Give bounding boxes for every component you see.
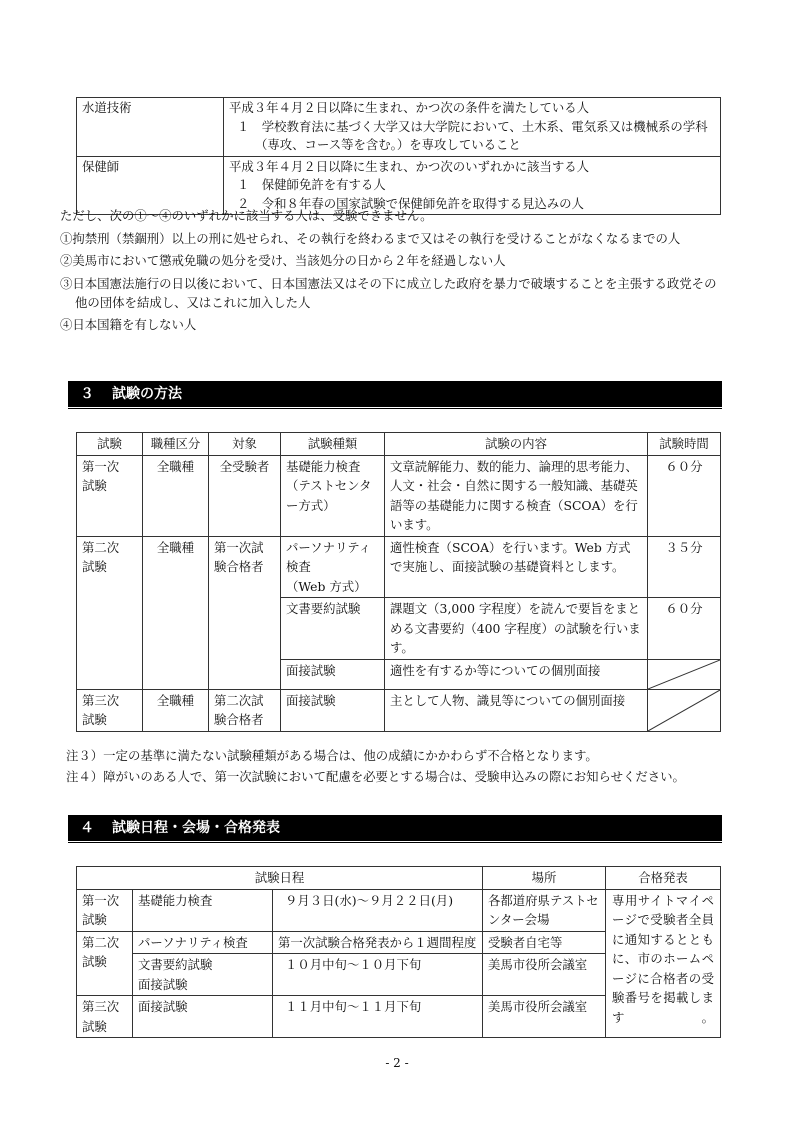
column-header: 対象	[209, 433, 281, 456]
exam-place: 各都道府県テストセンター会場	[483, 889, 606, 931]
section-heading-3	[68, 381, 722, 407]
column-header: 合格発表	[606, 867, 721, 890]
announcement-cell: 専用サイトマイページで受験者全員に通知するとともに、市のホームページに合格者の受験番号を掲載します。	[606, 889, 721, 1038]
note-item: 注３）一定の基準に満たない試験種類がある場合は、他の成績にかかわらず不合格となります。	[66, 748, 598, 763]
column-header: 試験種類	[281, 433, 385, 456]
exam-date: 第一次試験合格発表から１週間程度	[273, 931, 483, 954]
exam-target: 全受験者	[209, 455, 281, 536]
job-category: 保健師	[77, 156, 224, 215]
page-number: - 2 -	[385, 1056, 409, 1070]
qualification-cell	[224, 98, 721, 157]
table-row	[77, 889, 721, 931]
exam-place: 美馬市役所会議室	[483, 954, 606, 996]
exam-type: 文書要約試験 面接試験	[133, 954, 273, 996]
exam-content: 適性を有するか等についての個別面接	[385, 659, 648, 689]
table-row	[77, 455, 721, 536]
disqualification-notes	[60, 206, 726, 338]
exam-type: 面接試験	[281, 659, 385, 689]
exam-type: パーソナリティ検査 （Web 方式）	[281, 536, 385, 598]
exam-content: 課題文（3,000 字程度）を読んで要旨をまとめる文書要約（400 字程度）の試験を行います。	[385, 598, 648, 660]
exam-time: ３５分	[648, 536, 721, 598]
exam-content: 適性検査（SCOA）を行います。Web 方式で実施し、面接試験の基礎資料とします。	[385, 536, 648, 598]
exam-stage: 第三次 試験	[77, 689, 143, 731]
schedule-table	[76, 866, 721, 1038]
qualification-line: 平成３年４月２日以降に生まれ、かつ次のいずれかに該当する人	[229, 158, 590, 174]
section-title: 試験日程・会場・合格発表	[112, 820, 280, 836]
exam-place: 受験者自宅等	[483, 931, 606, 954]
exam-date: １１月中旬～１１月下旬	[273, 996, 483, 1038]
exam-stage: 第二次 試験	[77, 931, 133, 996]
column-header: 試験の内容	[385, 433, 648, 456]
exam-target: 第一次試験合格者	[209, 536, 281, 689]
column-header: 試験時間	[648, 433, 721, 456]
exam-target: 第二次試験合格者	[209, 689, 281, 731]
table-row	[77, 536, 721, 598]
section-title: 試験の方法	[112, 386, 182, 402]
exam-date: １０月中旬～１０月下旬	[273, 954, 483, 996]
diagonal-line	[648, 690, 720, 731]
exam-stage: 第二次 試験	[77, 536, 143, 689]
job-category: 全職種	[143, 689, 209, 731]
exam-content: 文章読解能力、数的能力、論理的思考能力、人文・社会・自然に関する一般知識、基礎英語等の基礎能力に関する検査（SCOA）を行います。	[385, 455, 648, 536]
table-header-row	[77, 867, 721, 890]
exam-stage: 第一次 試験	[77, 889, 133, 931]
job-category: 全職種	[143, 455, 209, 536]
section-number: ３	[80, 386, 94, 402]
section-heading-4	[68, 815, 722, 841]
diagonal-line	[648, 660, 720, 689]
exam-date: ９月３日(水)～９月２２日(月)	[273, 889, 483, 931]
exam-type: 基礎能力検査	[133, 889, 273, 931]
exam-stage: 第一次 試験	[77, 455, 143, 536]
qualification-table	[76, 97, 721, 215]
job-category: 水道技術	[77, 98, 224, 157]
qualification-line: ２ 令和８年春の国家試験で保健師免許を取得する見込みの人	[237, 195, 584, 211]
disqualification-item: ④日本国籍を有しない人	[60, 317, 197, 332]
exam-method-table	[76, 432, 721, 732]
disqualification-item: ②美馬市において懲戒免職の処分を受け、当該処分の日から２年を経過しない人	[60, 253, 506, 268]
column-header: 試験	[77, 433, 143, 456]
exam-type: パーソナリティ検査	[133, 931, 273, 954]
exam-place: 美馬市役所会議室	[483, 996, 606, 1038]
column-header: 試験日程	[77, 867, 483, 890]
disqualification-item: ①拘禁刑（禁錮刑）以上の刑に処せられ、その執行を終わるまで又はその執行を受けることがなくなるまでの人	[60, 230, 681, 246]
exam-type: 面接試験	[281, 689, 385, 731]
table-header-row	[77, 433, 721, 456]
column-header: 職種区分	[143, 433, 209, 456]
exam-type: 文書要約試験	[281, 598, 385, 660]
disqualification-intro: ただし、次の①～④のいずれかに該当する人は、受験できません。	[60, 208, 433, 223]
note-item: 注４）障がいのある人で、第一次試験において配慮を必要とする場合は、受験申込みの際にお知らせください。	[66, 769, 685, 784]
job-category: 全職種	[143, 536, 209, 689]
exam-type: 面接試験	[133, 996, 273, 1038]
exam-stage: 第三次 試験	[77, 996, 133, 1038]
exam-time: ６０分	[648, 598, 721, 660]
exam-type: 基礎能力検査 （テストセンター方式）	[281, 455, 385, 536]
qualification-line: 平成３年４月２日以降に生まれ、かつ次の条件を満たしている人	[229, 100, 590, 115]
column-header: 場所	[483, 867, 606, 890]
qualification-line: １ 保健師免許を有する人	[237, 177, 386, 192]
disqualification-item: ③日本国憲法施行の日以後において、日本国憲法又はその下に成立した政府を暴力で破壊することを主張する政党その他の団体を結成し、又はこれに加入した人	[60, 275, 717, 310]
exam-notes	[66, 746, 730, 788]
exam-content: 主として人物、識見等についての個別面接	[385, 689, 648, 731]
section-number: ４	[80, 820, 94, 836]
diagonal-empty-cell	[648, 689, 721, 731]
table-row	[77, 98, 721, 157]
diagonal-empty-cell	[648, 659, 721, 689]
exam-time: ６０分	[648, 455, 721, 536]
table-row	[77, 689, 721, 731]
qualification-line: １ 学校教育法に基づく大学又は大学院において、土木系、電気系又は機械系の学科（専攻、コース等を含む。）を専攻していること	[237, 118, 708, 152]
